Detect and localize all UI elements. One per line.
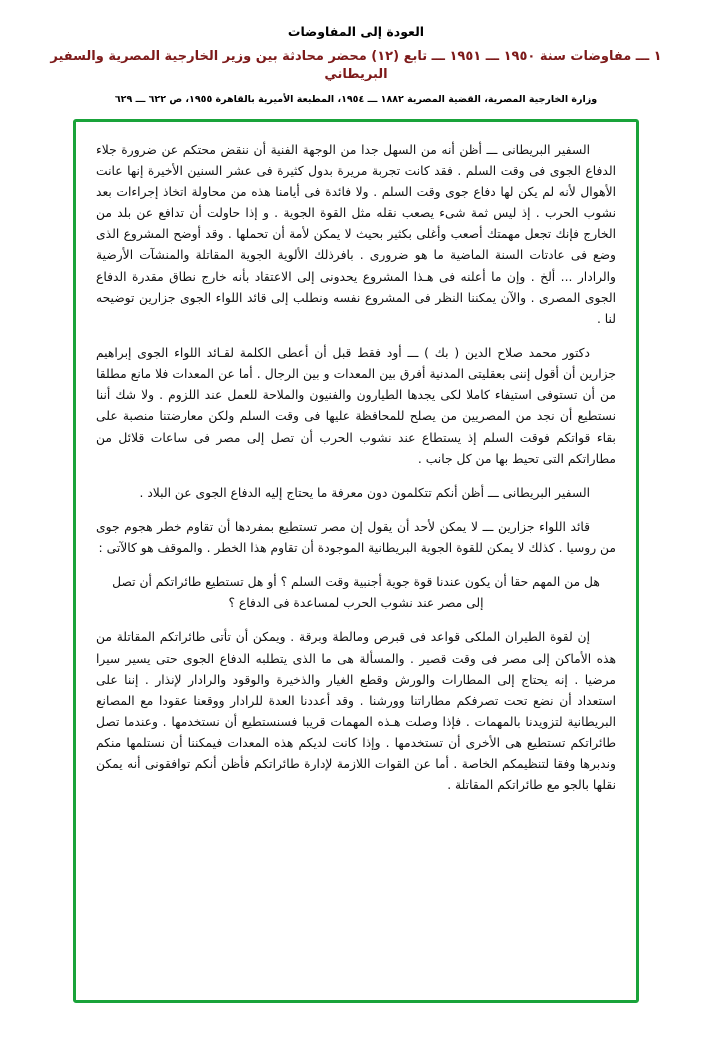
transcript-paragraph: دكتور محمد صلاح الدين ( بك ) ـــ أود فقط قبل أن أعطى الكلمة لقـائد اللواء الجوى إبراهيم جزارين أن أقول إننى بعقليتى المدنية أفرق بين المعدات و بين الرجال . أما عن المعدات فلا مانع مطلقا من أن تستوفى استيفاء كاملا لكى يجدها الطيارون والفنيون والملاحة للعمل عند اللزوم . ولا شك أننا نستطيع أن نجد من المصريين من يصلح للمحافظة عليها فى وقت السلم ولكن معارضتنا منصبة على بقاء قواتكم فوقت السلم إذ يستطاع عند نشوب الحرب أن تصل إلى مصر فى ساعات قلائل من مطاراتكم التى تحيط بها من كل جانب . [96, 345, 616, 466]
transcript-paragraph: السفير البريطانى ـــ أظن أنكم تتكلمون دون معرفة ما يحتاج إليه الدفاع الجوى عن البلاد . [139, 485, 590, 500]
transcript-paragraph: قائد اللواء جزارين ـــ لا يمكن لأحد أن يقول إن مصر تستطيع بمفردها أن تقاوم خطر هجوم جوى من روسيا . كذلك لا يمكن للقوة الجوية البريطانية الموجودة أن تقاوم هذا الخطر . والموقف هو كالآتى : [96, 519, 616, 556]
document-source-citation: وزارة الخارجية المصرية، القضية المصرية ١٨٨٢ ـــ ١٩٥٤، المطبعة الأميرية بالقاهرة ١٩٥٥، ص ٦٢٢ ـــ ٦٢٩ [114, 94, 598, 106]
transcript-question-paragraph: هل من المهم حقا أن يكون عندنا قوة جوية أجنبية وقت السلم ؟ أو هل تستطيع طائراتكم أن تصل إلى مصر عند نشوب الحرب لمساعدة فى الدفاع ؟ [112, 575, 600, 611]
page-title: العودة إلى المفاوضات [287, 24, 425, 39]
transcript-paragraph: السفير البريطانى ـــ أظن أنه من السهل جدا من الوجهة الفنية أن ننقض محتكم عن ضرورة جلاء الدفاع الجوى فى وقت السلم . فقد كانت تجربة مريرة بدول كثيرة فى عشر السنين الأخيرة إنها عانت الأهوال لأنه لم يكن لها دفاع جوى وقت السلم . ولا فائدة فى أيامنا هذه من محاولة اتخاذ إجراءات بعد نشوب الحرب . إذ ليس ثمة شىء يصعب نقله مثل القوة الجوية . و إذا حاولت أن تدافع عن بلد من الخارج فإنك تجعل مهمتك أصعب وأغلى بكثير بحيث لا يمكن لأمة أن تحملها . وقد أوضح المشروع الذى وضع فى عادتات السنة الماضية ما هو ضرورى . بافرذلك الألوية الجوية المقاتلة والمنشآت الأرضية والرادار ... ألخ . وإن ما أعلنه فى هـذا المشروع يحدونى إلى الاعتقاد بأنه خارج نطاق مقدرة الدفاع الجوى المصرى . والآن يمكننا النظر فى المشروع نفسه ونطلب إلى قائد اللواء الجوى جزارين توضيحه لنا . [96, 142, 616, 326]
document-header [22, 24, 690, 107]
document-subtitle: ١ ـــ مفاوضات سنة ١٩٥٠ ـــ ١٩٥١ ـــ تابع (١٢) محضر محادثة بين وزير الخارجية المصرية والسفير البريطاني [50, 49, 662, 83]
transcript-paragraph: إن لقوة الطيران الملكى قواعد فى قبرص ومالطة وبرقة . ويمكن أن تأتى طائراتكم المقاتلة من هذه الأماكن إلى مصر فى وقت قصير . والمسألة هى ما الذى يتطلبه الدفاع الجوى حتى يسير سيرا مرضيا . إنه يحتاج إلى المطارات والورش وقطع الغيار والذخيرة والوقود والرادار لإنذار . إننا على استعداد أن نضع تحت تصرفكم مطاراتنا وورشنا . وقد أعددنا العدة للرادار ووقعنا عقودا مع المصانع البريطانية لتزويدنا بالمهمات . فإذا وصلت هـذه المهمات قريبا فسنستطيع أن نستخدمها . وعندما تصل طائراتكم تستطيع هى الأخرى أن تستخدمها . وإذا كانت لديكم هذه المعدات فيمكننا أن نستلمها منكم وندبرها وفقا لتنظيمكم الخاصة . أما عن القوات اللازمة لإدارة طائراتكم فأظن أنكم توافقونى أنه يمكن نقلها بالجو مع طائراتكم المقاتلة . [96, 630, 616, 793]
framed-transcript-body [73, 119, 639, 1003]
